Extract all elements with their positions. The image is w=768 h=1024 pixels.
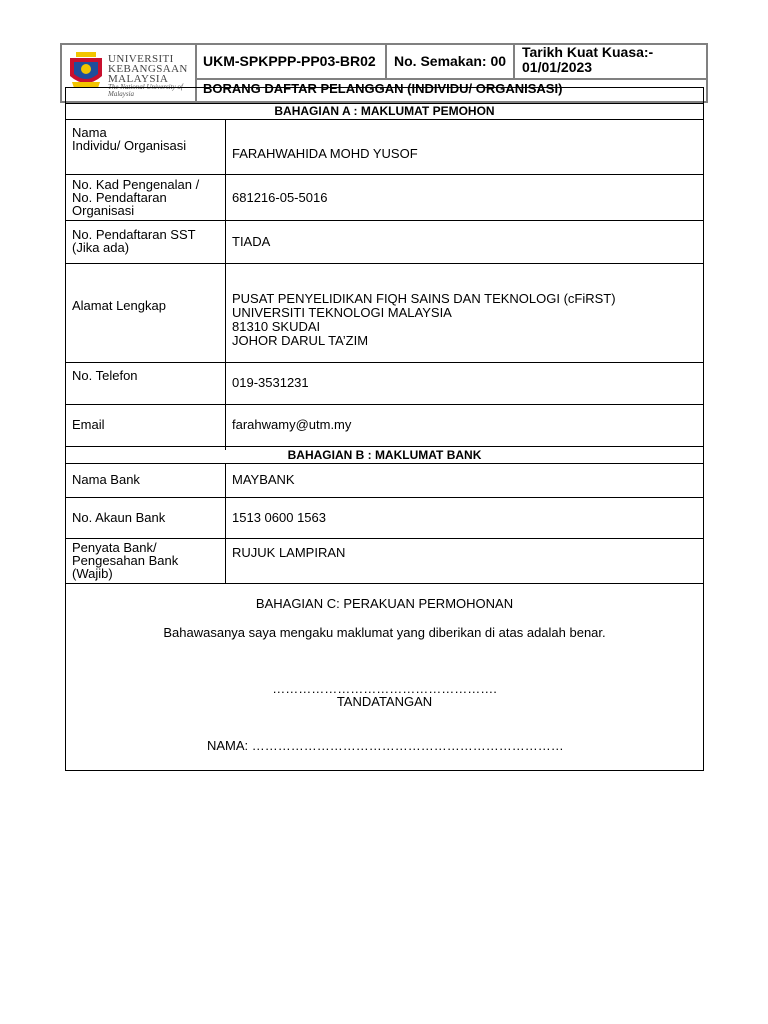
rule-a-3 [65, 263, 704, 264]
declaration-text: Bahawasanya saya mengaku maklumat yang diberikan di atas adalah benar. [163, 625, 606, 640]
label-bank-statement: Penyata Bank/ Pengesahan Bank (Wajib) [72, 540, 179, 581]
value-nama: FARAHWAHIDA MOHD YUSOF [232, 146, 418, 161]
signature-line: ……………………………………………. [272, 681, 497, 696]
effective-date-block [522, 45, 653, 75]
label-address: Alamat Lengkap [72, 298, 166, 313]
logo-line-2: KEBANGSAAN [108, 63, 188, 75]
rule-a-title [65, 119, 704, 120]
rule-a-1 [65, 174, 704, 175]
rule-b-top [65, 446, 704, 447]
value-ic: 681216-05-5016 [232, 190, 328, 205]
rule-b-1 [65, 497, 704, 498]
logo-line-3: MALAYSIA [108, 73, 169, 85]
label-email: Email [72, 417, 105, 432]
section-a-title: BAHAGIAN A : MAKLUMAT PEMOHON [274, 104, 495, 118]
effective-date-label: Tarikh Kuat Kuasa:- [522, 44, 654, 60]
rule-a-5 [65, 404, 704, 405]
ukm-crest-icon [68, 52, 104, 92]
header-divider [197, 78, 708, 80]
form-title: BORANG DAFTAR PELANGGAN (INDIVIDU/ ORGANISASI) [203, 81, 563, 96]
revision-number: No. Semakan: 00 [394, 53, 507, 69]
name-line: NAMA: ……………………………………………………………… [207, 738, 564, 753]
label-bank-name: Nama Bank [72, 472, 140, 487]
label-ic: No. Kad Pengenalan / No. Pendaftaran Organisasi [72, 177, 200, 218]
label-account-no: No. Akaun Bank [72, 510, 166, 525]
section-b-title: BAHAGIAN B : MAKLUMAT BANK [287, 448, 482, 462]
rule-c-top [65, 583, 704, 584]
value-sst: TIADA [232, 234, 271, 249]
effective-date: 01/01/2023 [522, 59, 593, 75]
rule-b-title [65, 463, 704, 464]
rule-a-2 [65, 220, 704, 221]
logo-line-1: UNIVERSITI [108, 53, 174, 65]
rule-b-2 [65, 538, 704, 539]
rule-a-4 [65, 362, 704, 363]
value-account-no: 1513 0600 1563 [232, 510, 326, 525]
signature-label: TANDATANGAN [336, 694, 433, 709]
value-bank-name: MAYBANK [232, 472, 295, 487]
value-bank-statement: RUJUK LAMPIRAN [232, 545, 346, 560]
label-phone: No. Telefon [72, 368, 138, 383]
label-sst: No. Pendaftaran SST (Jika ada) [72, 227, 196, 255]
value-address: PUSAT PENYELIDIKAN FIQH SAINS DAN TEKNOLOGI (cFiRST) UNIVERSITI TEKNOLOGI MALAYSIA 81310 SKUDAI JOHOR DARUL TA’ZIM [232, 291, 616, 348]
value-email: farahwamy@utm.my [232, 417, 352, 432]
section-c-title: BAHAGIAN C: PERAKUAN PERMOHONAN [255, 596, 514, 611]
logo-tagline: The National University of Malaysia [108, 83, 183, 98]
doc-code: UKM-SPKPPP-PP03-BR02 [203, 53, 376, 69]
label-nama: Nama Individu/ Organisasi [72, 125, 187, 153]
column-divider-b [225, 463, 226, 583]
value-phone: 019-3531231 [232, 375, 309, 390]
column-divider-a [225, 119, 226, 450]
